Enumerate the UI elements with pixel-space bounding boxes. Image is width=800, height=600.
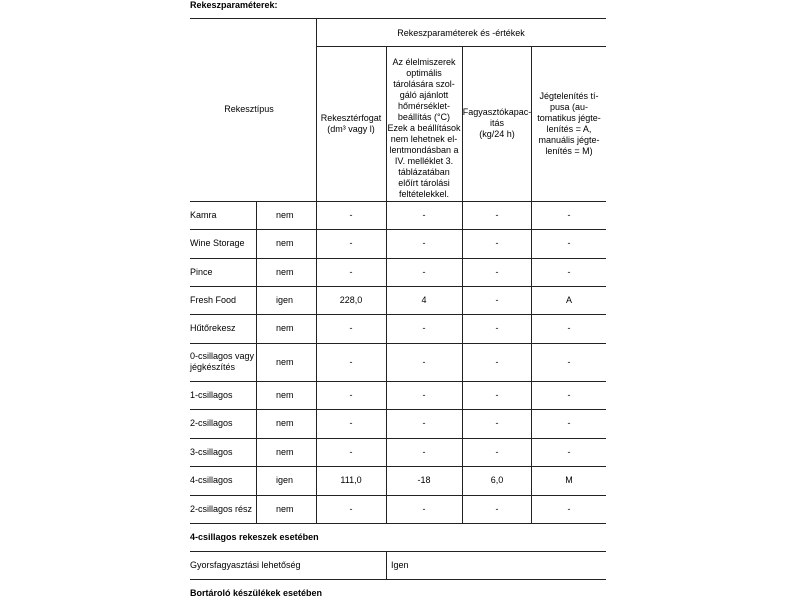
table-row-border <box>190 229 606 230</box>
compartment-temperature: 4 <box>421 294 427 305</box>
compartment-defrost: - <box>567 209 571 220</box>
compartment-present: nem <box>276 356 294 367</box>
table-row-border <box>190 466 606 467</box>
table-row-border <box>190 523 606 524</box>
compartment-present: nem <box>276 503 294 514</box>
compartment-volume: - <box>349 356 353 367</box>
section-title: Rekeszparaméterek: <box>190 0 278 10</box>
compartment-present: nem <box>276 266 294 277</box>
compartment-volume: - <box>349 503 353 514</box>
compartment-freezing: 6,0 <box>490 475 504 485</box>
compartment-volume: - <box>349 238 353 248</box>
table-row-border <box>190 314 606 315</box>
fast-freeze-label: Gyorsfagyasztási lehetőség <box>190 560 301 570</box>
compartment-temperature: - <box>422 418 426 428</box>
compartment-freezing: - <box>495 356 499 367</box>
compartment-present: nem <box>276 418 294 428</box>
compartment-type: 0-csillagos vagy jégkészítés <box>190 351 255 372</box>
body-divider-present <box>256 201 257 523</box>
compartment-type: 2-csillagos rész <box>190 503 253 514</box>
compartment-defrost: - <box>567 503 571 514</box>
compartment-volume: - <box>349 323 353 333</box>
table-row-border <box>190 343 606 344</box>
compartment-defrost: - <box>567 238 571 248</box>
compartment-type: Fresh Food <box>190 294 237 305</box>
header-type: Rekesztípus <box>224 104 274 114</box>
compartment-temperature: -18 <box>417 475 431 485</box>
compartment-volume: - <box>349 418 353 428</box>
four-star-bottom-border <box>190 579 606 580</box>
four-star-divider <box>386 551 387 579</box>
compartment-freezing: - <box>495 266 499 277</box>
compartment-volume: 111,0 <box>340 475 362 485</box>
compartment-temperature: - <box>422 209 426 220</box>
compartment-type: 4-csillagos <box>190 475 233 485</box>
compartment-present: igen <box>276 294 294 305</box>
table-row-border <box>190 286 606 287</box>
compartment-defrost: - <box>567 356 571 367</box>
compartment-defrost: - <box>567 446 571 457</box>
compartment-volume: - <box>349 446 353 457</box>
compartment-present: nem <box>276 238 294 248</box>
compartment-type: Kamra <box>190 209 217 220</box>
header-group-title: Rekeszparaméterek és -értékek <box>397 28 525 38</box>
compartment-defrost: - <box>567 266 571 277</box>
table-row-border <box>190 381 606 382</box>
compartment-temperature: - <box>422 356 426 367</box>
compartment-freezing: - <box>495 209 499 220</box>
compartment-defrost: - <box>567 418 571 428</box>
compartment-temperature: - <box>422 503 426 514</box>
body-divider-freeze <box>531 201 532 523</box>
four-star-top-border <box>190 551 606 552</box>
wine-section-title: Bortároló készülékek esetében <box>190 588 323 598</box>
compartment-freezing: - <box>495 323 499 333</box>
compartment-volume: 228,0 <box>339 294 363 305</box>
compartment-temperature: - <box>422 389 426 400</box>
compartment-defrost: - <box>567 389 571 400</box>
header-bottom-border <box>190 201 606 202</box>
compartment-freezing: - <box>495 389 499 400</box>
compartment-type: Pince <box>190 266 213 277</box>
compartment-type: Hűtőrekesz <box>190 323 236 333</box>
compartment-present: nem <box>276 323 294 333</box>
compartment-type: Wine Storage <box>190 238 245 248</box>
header-freezing: Fagyasztókapac- itás (kg/24 h) <box>462 107 532 139</box>
compartment-temperature: - <box>422 323 426 333</box>
header-volume: Rekesztérfogat (dm³ vagy l) <box>320 113 382 134</box>
compartment-present: nem <box>276 446 294 457</box>
compartment-volume: - <box>349 266 353 277</box>
compartment-freezing: - <box>495 446 499 457</box>
body-divider-type <box>316 201 317 523</box>
compartment-present: nem <box>276 209 294 220</box>
compartment-defrost: A <box>565 294 573 305</box>
table-row-border <box>190 495 606 496</box>
compartment-temperature: - <box>422 238 426 248</box>
compartment-temperature: - <box>422 446 426 457</box>
table-top-border <box>190 18 606 19</box>
compartment-volume: - <box>349 389 353 400</box>
compartment-freezing: - <box>495 503 499 514</box>
compartment-type: 3-csillagos <box>190 446 233 457</box>
body-divider-volume <box>386 201 387 523</box>
header-group-divider <box>316 46 606 47</box>
compartment-type: 1-csillagos <box>190 389 233 400</box>
compartment-freezing: - <box>495 418 499 428</box>
compartment-present: igen <box>276 475 294 485</box>
compartment-volume: - <box>349 209 353 220</box>
compartment-type: 2-csillagos <box>190 418 233 428</box>
compartment-defrost: M <box>565 475 573 485</box>
fast-freeze-value: Igen <box>391 560 409 570</box>
compartment-freezing: - <box>495 294 499 305</box>
compartment-present: nem <box>276 389 294 400</box>
table-row-border <box>190 438 606 439</box>
compartment-defrost: - <box>567 323 571 333</box>
four-star-title: 4-csillagos rekeszek esetében <box>190 532 319 542</box>
header-divider-type <box>316 18 317 201</box>
header-defrost: Jégtelenítés tí- pusa (au- tomatikus jégte- lenítés = A, manuális jégte- lenítés = M) <box>537 91 601 156</box>
header-temperature: Az élelmiszerek optimális tárolására szol- gáló ajánlott hőmérséklet- beállítás (°C) Ezek a beállítások nem lehetnek el- lentmondásban a IV. melléklet 3. táblázatában előírt tárolási feltételekkel. <box>387 57 461 199</box>
compartment-freezing: - <box>495 238 499 248</box>
table-row-border <box>190 258 606 259</box>
body-divider-temp <box>462 201 463 523</box>
table-row-border <box>190 409 606 410</box>
compartment-temperature: - <box>422 266 426 277</box>
